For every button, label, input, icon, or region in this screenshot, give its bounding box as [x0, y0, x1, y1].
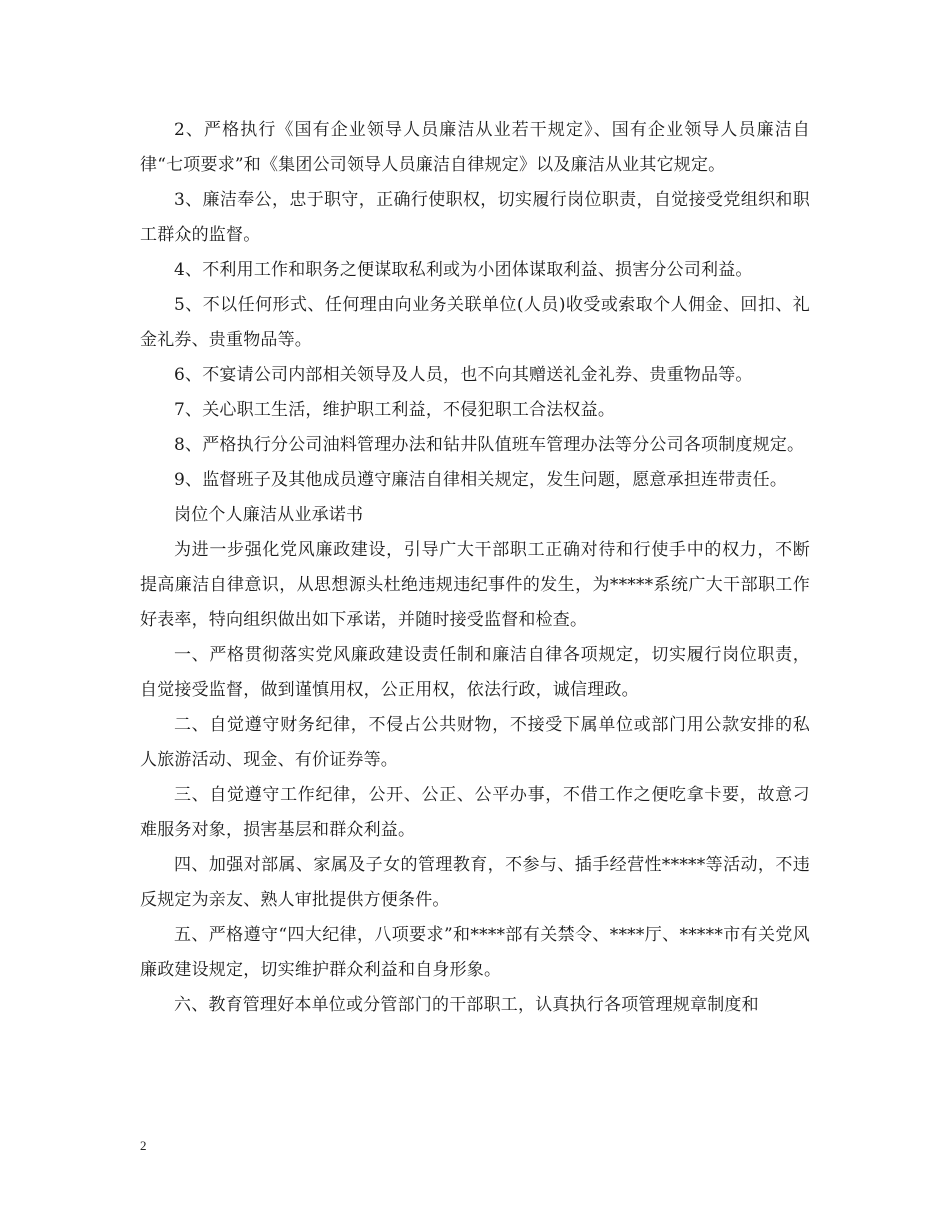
pledge-item-5: 五、严格遵守“四大纪律，八项要求”和****部有关禁令、****厅、*****市有关党风廉政建设规定，切实维护群众利益和自身形象。: [140, 925, 810, 980]
section-title: 岗位个人廉洁从业承诺书: [174, 505, 364, 525]
paragraph-item-7: 7、关心职工生活，维护职工利益，不侵犯职工合法权益。: [174, 400, 616, 420]
pledge-item-4: 四、加强对部属、家属及子女的管理教育，不参与、插手经营性*****等活动，不违反规定为亲友、熟人审批提供方便条件。: [140, 855, 810, 910]
pledge-intro: 为进一步强化党风廉政建设，引导广大干部职工正确对待和行使手中的权力，不断提高廉洁自律意识，从思想源头杜绝违规违纪事件的发生，为*****系统广大干部职工作好表率，特向组织做出如下承诺，并随时接受监督和检查。: [140, 540, 810, 630]
paragraph-item-4: 4、不利用工作和职务之便谋取私利或为小团体谋取利益、损害分公司利益。: [174, 260, 753, 280]
paragraph-item-8: 8、严格执行分公司油料管理办法和钻井队值班车管理办法等分公司各项制度规定。: [174, 435, 805, 455]
paragraph-item-9: 9、监督班子及其他成员遵守廉洁自律相关规定，发生问题，愿意承担连带责任。: [174, 470, 788, 490]
pledge-item-6: 六、教育管理好本单位或分管部门的干部职工，认真执行各项管理规章制度和: [174, 995, 759, 1015]
pledge-item-1: 一、严格贯彻落实党风廉政建设责任制和廉洁自律各项规定，切实履行岗位职责，自觉接受监督，做到谨慎用权，公正用权，依法行政，诚信理政。: [140, 645, 810, 700]
paragraph-item-6: 6、不宴请公司内部相关领导及人员，也不向其赠送礼金礼券、贵重物品等。: [174, 365, 753, 385]
paragraph-item-2: 2、严格执行《国有企业领导人员廉洁从业若干规定》、国有企业领导人员廉洁自律“七项要求”和《集团公司领导人员廉洁自律规定》以及廉洁从业其它规定。: [140, 120, 810, 175]
paragraph-item-3: 3、廉洁奉公，忠于职守，正确行使职权，切实履行岗位职责，自觉接受党组织和职工群众的监督。: [140, 190, 810, 245]
document-body: [140, 113, 810, 1023]
pledge-item-3: 三、自觉遵守工作纪律，公开、公正、公平办事，不借工作之便吃拿卡要，故意刁难服务对象，损害基层和群众利益。: [140, 785, 810, 840]
paragraph-item-5: 5、不以任何形式、任何理由向业务关联单位(人员)收受或索取个人佣金、回扣、礼金礼券、贵重物品等。: [140, 295, 810, 350]
pledge-item-2: 二、自觉遵守财务纪律，不侵占公共财物，不接受下属单位或部门用公款安排的私人旅游活动、现金、有价证券等。: [140, 715, 810, 770]
page-number: 2: [140, 1138, 147, 1153]
